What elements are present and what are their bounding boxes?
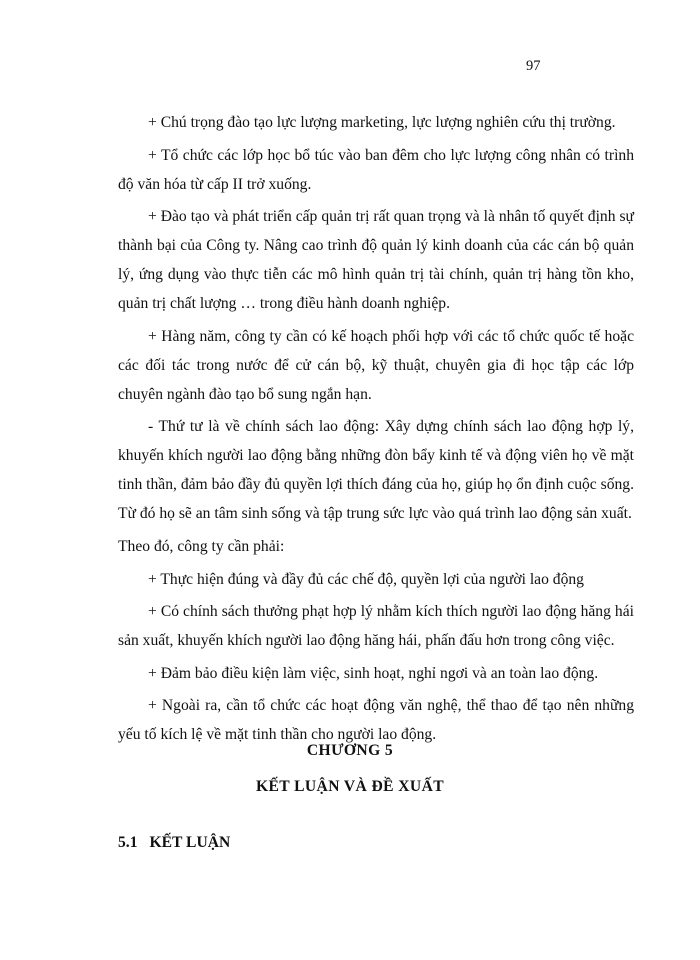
paragraph-working-conditions: + Đảm bảo điều kiện làm việc, sinh hoạt, nghỉ ngơi và an toàn lao động. (148, 664, 599, 682)
paragraph-worker-rights: + Thực hiện đúng và đầy đủ các chế độ, quyền lợi của người lao động (148, 570, 584, 588)
paragraph-accordingly: Theo đó, công ty cần phải: (118, 537, 285, 555)
chapter-number: CHƯƠNG 5 (306, 742, 394, 759)
section-heading (118, 834, 230, 852)
paragraph-labor-policy: - Thứ tư là về chính sách lao động: Xây dựng chính sách lao động hợp lý, khuyến khích người lao động bằng những đòn bẩy kinh tế và động viên họ về mặt tinh thần, đảm bảo đầy đủ quyền lợi thích đáng của họ, giúp họ ổn định cuộc sống. Từ đó họ sẽ an tâm sinh sống và tập trung sức lực vào quá trình lao động sản xuất. (118, 418, 634, 523)
paragraph-management-training: + Đào tạo và phát triển cấp quản trị rất quan trọng và là nhân tố quyết định sự thành bại của Công ty. Nâng cao trình độ quản lý kinh doanh của các cán bộ quản lý, ứng dụng vào thực tiễn các mô hình quản trị tài chính, quản trị hàng tồn kho, quản trị chất lượng … trong điều hành doanh nghiệp. (118, 208, 634, 313)
paragraph-reward-policy: + Có chính sách thưởng phạt hợp lý nhằm kích thích người lao động hăng hái sản xuất, khuyến khích người lao động hăng hái, phấn đấu hơn trong công việc. (118, 603, 634, 650)
paragraph-night-classes: + Tổ chức các lớp học bổ túc vào ban đêm cho lực lượng công nhân có trình độ văn hóa từ cấp II trở xuống. (118, 146, 634, 193)
paragraph-cultural-activities: + Ngoài ra, cần tổ chức các hoạt động văn nghệ, thể thao để tạo nên những yếu tố kích lệ về mặt tinh thần cho người lao động. (118, 697, 634, 744)
chapter-title: KẾT LUẬN VÀ ĐỀ XUẤT (255, 778, 445, 795)
section-title: KẾT LUẬN (149, 834, 231, 851)
body-text (118, 108, 634, 753)
page-number: 97 (526, 58, 541, 74)
paragraph-international-cooperation: + Hàng năm, công ty cần có kế hoạch phối hợp với các tổ chức quốc tế hoặc các đối tác trong nước để cử cán bộ, kỹ thuật, chuyên gia đi học tập các lớp chuyên ngành đào tạo bổ sung ngắn hạn. (118, 327, 634, 403)
section-number: 5.1 (118, 834, 138, 851)
paragraph-marketing-training: + Chú trọng đào tạo lực lượng marketing, lực lượng nghiên cứu thị trường. (148, 114, 616, 131)
